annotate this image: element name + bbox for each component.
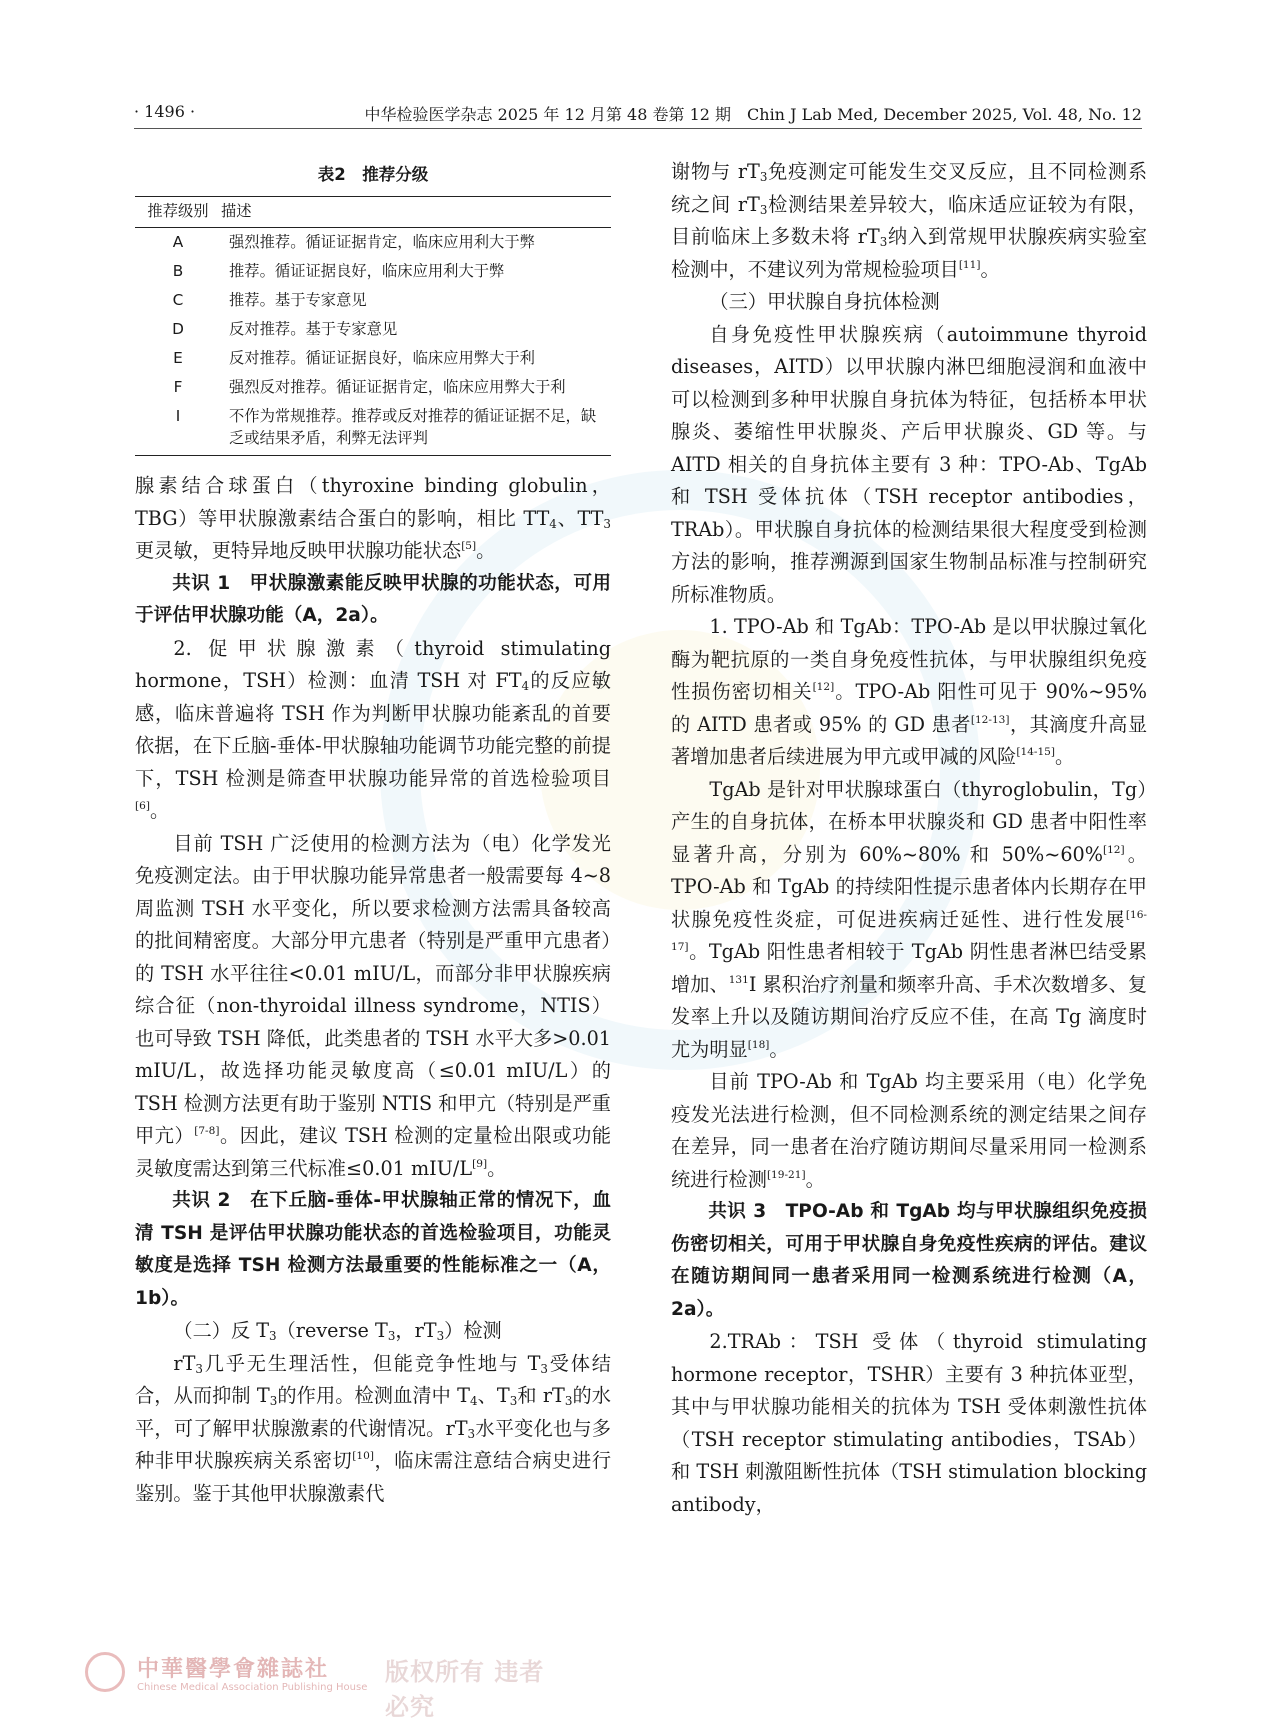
citation: [14-15] [1016,746,1056,758]
grade-cell: E [173,349,183,367]
left-column [135,160,611,1510]
citation: [12-13] [970,713,1010,726]
recommendation-grade-table [135,196,611,456]
section-heading-rt3: （二）反 $T_3(reverse$ $T_3$，$rT_3$）检测 [173,1319,502,1343]
paragraph-tsh-detection: 2. 促甲状腺激素（thyroid stimulating hormone，TSH）检测：血清 TSH 对 $FT_4$的反应敏感，临床普遍将 TSH 作为判断甲状腺功能紊乱的首要依据，在下丘脑-垂体-甲状腺轴功能调节功能完整的前提下，TSH 检测是筛查甲状腺功能异常的首选检验项目[6]。 [135,636,611,822]
table-row [135,315,611,344]
citation: [12] [812,681,835,693]
section-heading-autoantibodies: （三）甲状腺自身抗体检测 [709,290,940,313]
consensus-2: 共识 2 在下丘脑-垂体-甲状腺轴正常的情况下，血清 TSH 是评估甲状腺功能状态的首选检验项目，功能灵敏度是选择 TSH 检测方法最重要的性能标准之一（A，1b）。 [135,1190,611,1309]
table-row [135,344,611,373]
description-cell: 反对推荐。循证证据良好，临床应用弊大于利 [229,349,535,367]
grade-cell: A [172,233,184,251]
grade-cell: I [135,402,221,456]
citation: [11] [958,258,981,271]
page-number: · 1496 · [134,102,196,121]
description-cell: 强烈推荐。循证证据肯定，临床应用利大于弊 [229,233,535,251]
citation: [9] [472,1157,488,1170]
consensus-3: 共识 3 TPO-Ab 和 TgAb 均与甲状腺组织免疫损伤密切相关，可用于甲状腺自身免疫性疾病的评估。建议在随访期间同一患者采用同一检测系统进行检测（A，2a）。 [671,1201,1147,1320]
citation: [10] [352,1450,374,1462]
paragraph-tpo-ab: 1. TPO-Ab 和 TgAb：TPO-Ab 是以甲状腺过氧化酶为靶抗原的一类自身免疫性抗体，与甲状腺组织免疫性损伤密切相关[12]。TPO-Ab 阳性可见于 90%~95% 的 AITD 患者或 95% 的 GD 患者[12-13]，其滴度升高显著增加患者后续进展为甲亢或甲减的风险[14-15]。 [671,615,1148,768]
table-row [135,373,611,402]
paragraph-trab: 2.TRAb：TSH 受体（thyroid stimulating hormone receptor，TSHR）主要有 3 种抗体亚型，其中与甲状腺功能相关的抗体为 TSH 受体刺激性抗体（TSH receptor stimulating antibodies，TSAb）和 TSH 刺激阻断性抗体（TSH stimulation blocking antibody， [671,1330,1147,1516]
table-row [135,402,611,456]
grade-cell: D [172,320,184,338]
table-title: 表2 推荐分级 [317,165,429,184]
citation: [19-21] [766,1168,806,1181]
publisher-emblem-icon [85,1652,125,1692]
description-cell: 不作为常规推荐。推荐或反对推荐的循证证据不足，缺乏或结果矛盾，利弊无法评判 [221,402,611,456]
grade-cell: F [173,378,183,396]
citation: [16-17] [671,908,1147,953]
citation: [12] [1102,843,1125,856]
page-header [134,102,1142,129]
right-column [671,156,1147,1521]
paragraph-aitd: 自身免疫性甲状腺疾病（autoimmune thyroid diseases，AITD）以甲状腺内淋巴细胞浸润和血液中可以检测到多种甲状腺自身抗体为特征，包括桥本甲状腺炎、萎缩性甲状腺炎、产后甲状腺炎、GD 等。与 AITD 相关的自身抗体主要有 3 种：TPO-Ab、TgAb 和 TSH 受体抗体（TSH receptor antibodies，TRAb）。甲状腺自身抗体的检测结果很大程度受到检测方法的影响，推荐溯源到国家生物制品标准与控制研究所标准物质。 [671,322,1147,606]
citation: [5] [461,540,477,552]
citation: [7-8] [194,1125,220,1137]
publisher-name: 中華醫學會雜誌社 [137,1657,330,1682]
paragraph-tsh-method: 目前 TSH 广泛使用的检测方法为（电）化学发光免疫测定法。由于甲状腺功能异常患者一般需要每 4~8 周监测 TSH 水平变化，所以要求检测方法需具备较高的批间精密度。大部分甲亢患者（特别是严重甲亢患者）的 TSH 水平往往<0.01 mIU/L，而部分非甲状腺疾病综合征（non-thyroidal illness syndrome，NTIS）也可导致 TSH 降低，此类患者的 TSH 水平大多>0.01 mIU/L，故选择功能灵敏度高（≤0.01 mIU/L）的 TSH 检测方法更有助于鉴别 NTIS 和甲亢（特别是严重甲亢）[7-8]。因此，建议 TSH 检测的定量检出限或功能灵敏度需达到第三代标准≤0.01 mIU/L[9]。 [135,831,612,1180]
citation: [6] [135,800,150,812]
description-cell: 反对推荐。基于专家意见 [229,320,398,338]
publisher-name-en: Chinese Medical Association Publishing House [137,1682,368,1693]
table-header-grade: 推荐级别 [135,197,221,228]
grade-cell: C [172,291,184,309]
grade-cell: B [172,262,184,280]
description-cell: 推荐。循证证据良好，临床应用利大于弊 [229,262,505,280]
copyright-notice: 版权所有 违者必究 [385,1658,545,1721]
consensus-1: 共识 1 甲状腺激素能反映甲状腺的功能状态，可用于评估甲状腺功能（A，2a）。 [135,572,611,626]
table-row [135,228,611,258]
paragraph-detection-method: 目前 TPO-Ab 和 TgAb 均主要采用（电）化学免疫发光法进行检测，但不同检测系统的测定结果之间存在差异，同一患者在治疗随访期间尽量采用同一检测系统进行检测[19-21]。 [671,1070,1147,1191]
citation: [18] [747,1038,770,1051]
paragraph-tbg: 腺素结合球蛋白（thyroxine binding globulin，TBG）等甲状腺激素结合蛋白的影响，相比 $TT_4$、$TT_3$更灵敏，更特异地反映甲状腺功能状态[5]。 [135,474,611,562]
journal-citation: 中华检验医学杂志 2025 年 12 月第 48 卷第 12 期 Chin J Lab Med, December 2025, Vol. 48, No. 12 [364,105,1142,124]
table-row [135,286,611,315]
paragraph-tgab: TgAb 是针对甲状腺球蛋白（thyroglobulin，Tg）产生的自身抗体，在桥本甲状腺炎和 GD 患者中阳性率显著升高，分别为 60%~80% 和 50%~60%[12]。TPO-Ab 和 TgAb 的持续阳性提示患者体内长期存在甲状腺免疫性炎症，可促进疾病迁延性、进行性发展[16-17]。TgAb 阳性患者相较于 TgAb 阴性患者淋巴结受累增加、$^{131}$I 累积治疗剂量和频率升高、手术次数增多、复发率上升以及随访期间治疗反应不佳，在高 Tg 滴度时尤为明显[18]。 [671,777,1148,1061]
paragraph-rt3: $rT_3$几乎无生理活性，但能竞争性地与 $T_3$受体结合，从而抑制 $T_3$的作用。检测血清中 $T_4$、$T_3$和 $rT_3$的水平，可了解甲状腺激素的代谢情况。$rT_3$水平变化也与多种非甲状腺疾病关系密切[10]，临床需注意结合病史进行鉴别。鉴于其他甲状腺激素代 [135,1351,612,1505]
description-cell: 推荐。基于专家意见 [229,291,367,309]
paragraph-rt3-continued: 谢物与 $rT_3$免疫测定可能发生交叉反应，且不同检测系统之间 $rT_3$检测结果差异较大，临床适应证较为有限，目前临床上多数未将 $rT_3$纳入到常规甲状腺疾病实验室检测中，不建议列为常规检验项目[11]。 [671,160,1148,281]
table-header-description: 描述 [221,197,611,228]
table-row [135,257,611,286]
description-cell: 强烈反对推荐。循证证据肯定，临床应用弊大于利 [229,378,566,396]
publisher-watermark-logo [85,1650,565,1721]
